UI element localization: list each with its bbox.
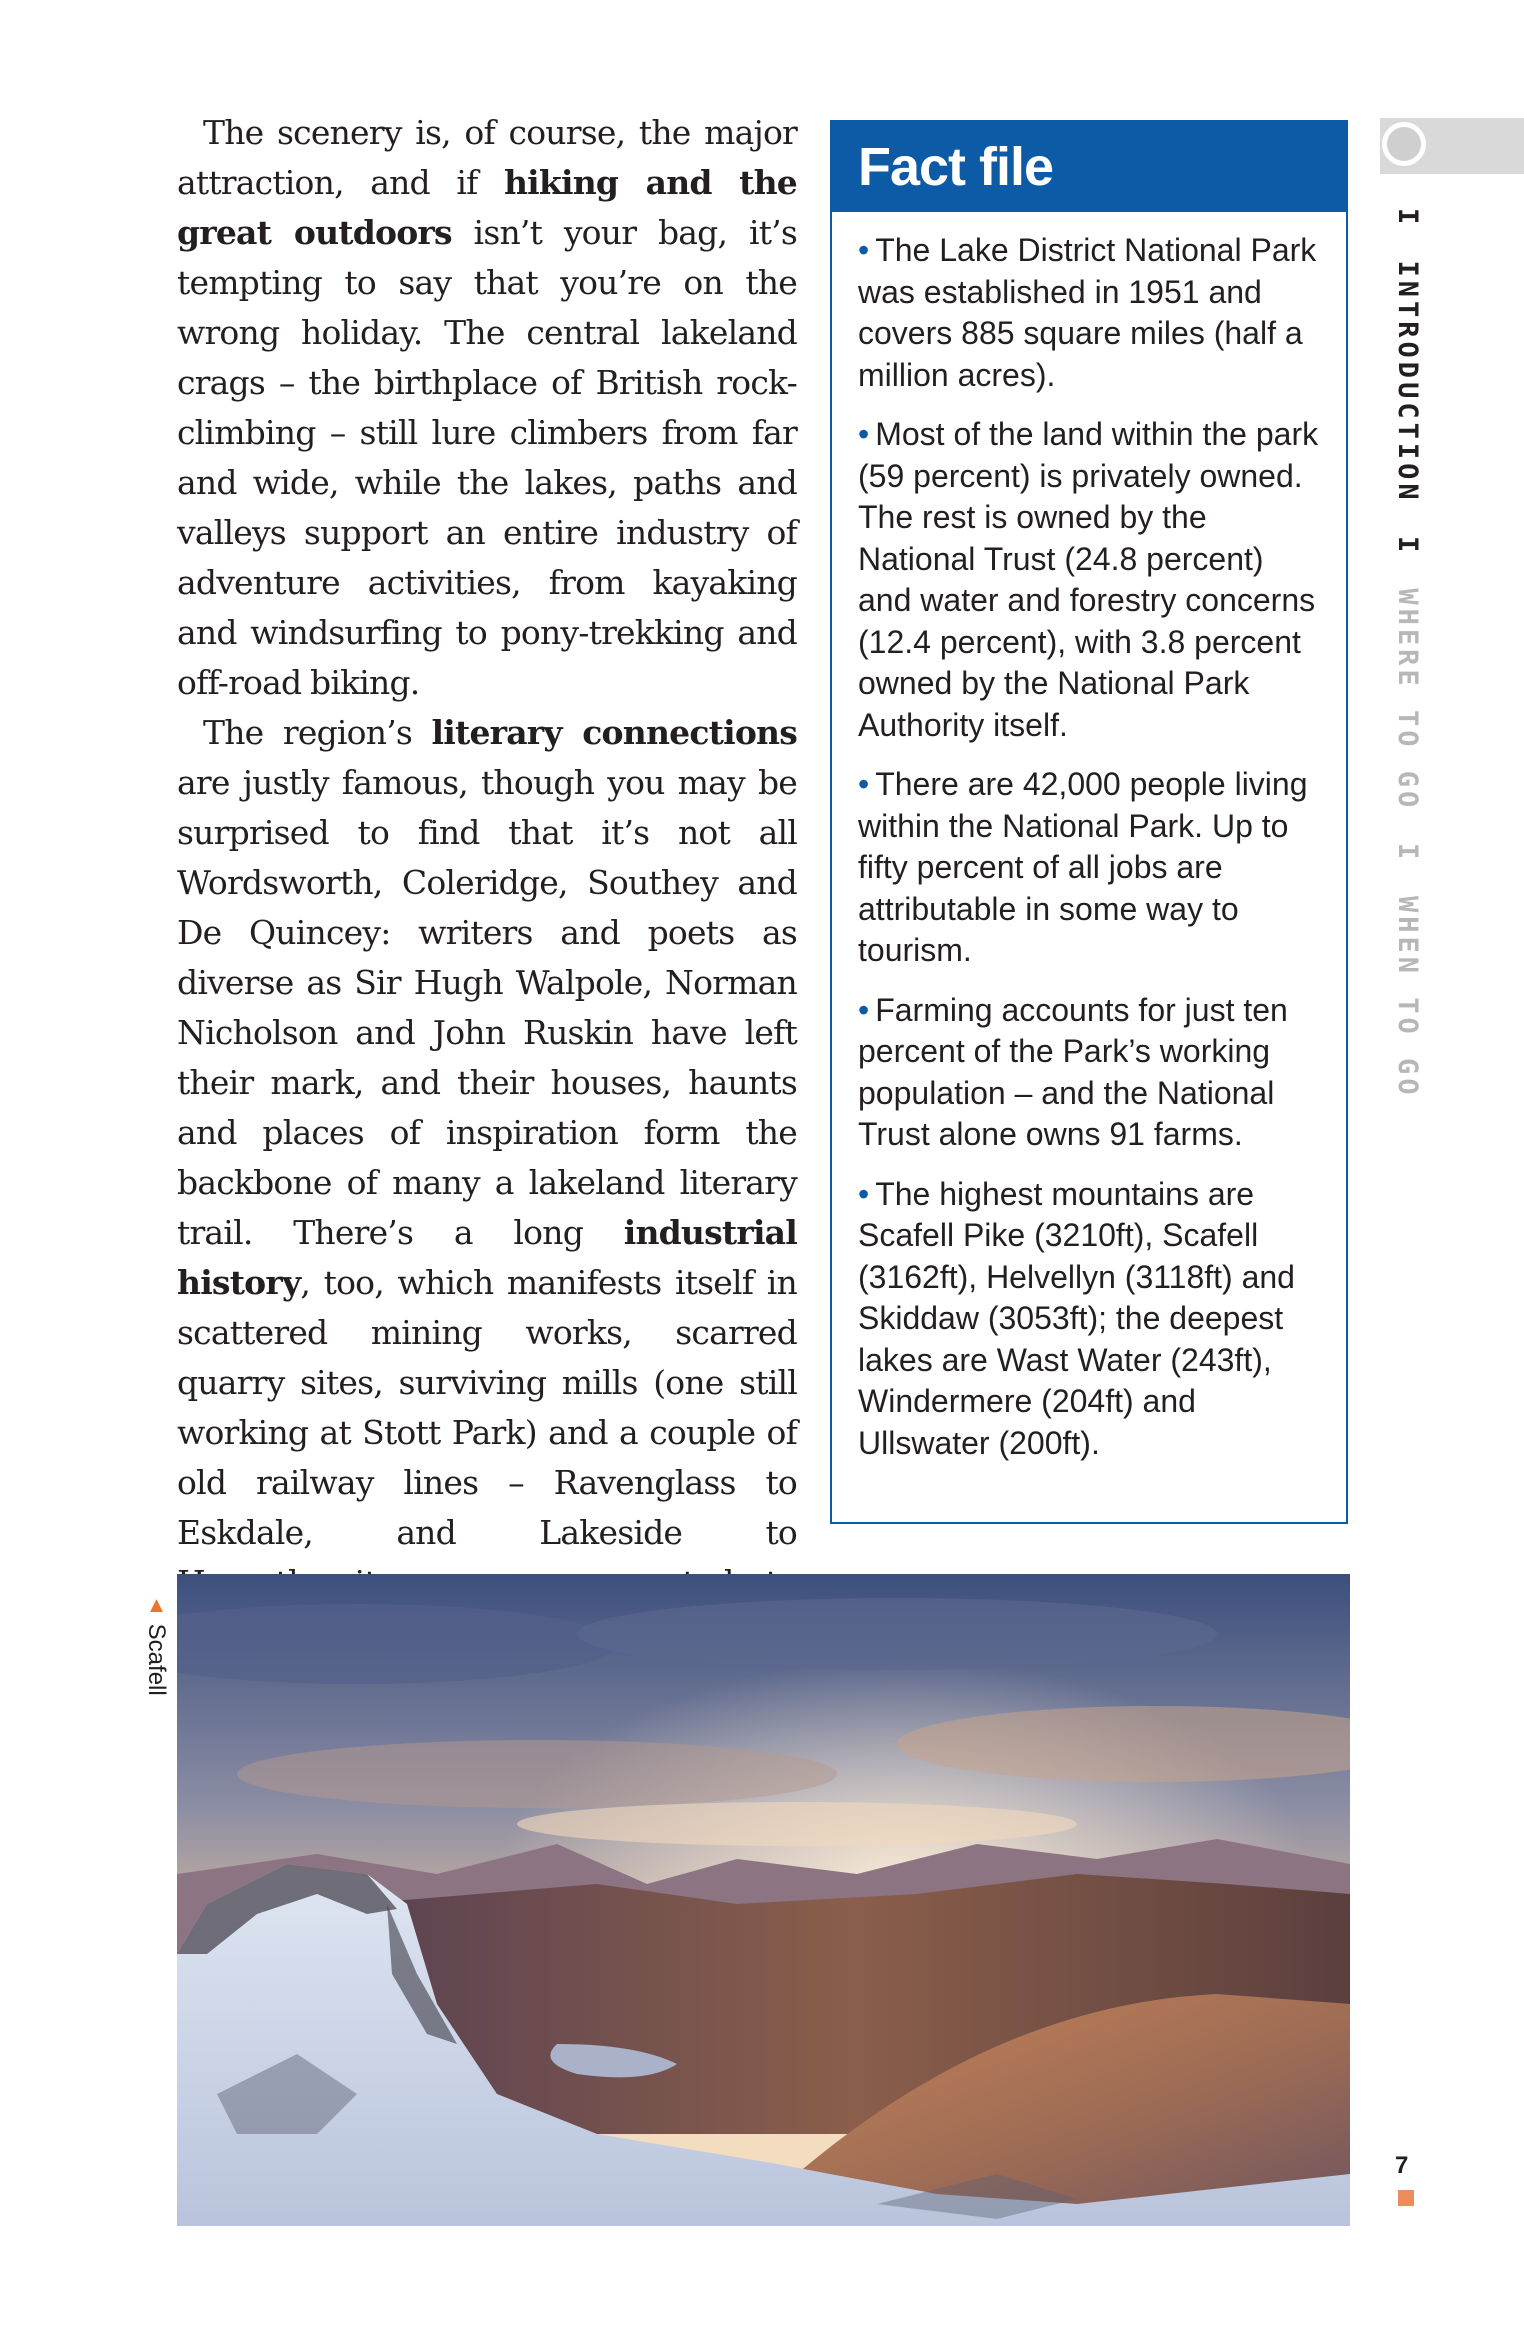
p1-text-before: The scenery is, of course, the major attraction, and if [177,113,797,202]
photo-caption [142,1592,170,1696]
bullet-icon: • [858,1175,870,1212]
fact-item [858,230,1324,396]
p1-text-after: isn’t your bag, it’s tempting to say that you’re on the wrong holiday. The central lakeland crags – the birthplace of British rock-climbing – still lure climbers from far and wide, while the lakes, paths and valleys support an entire industry of adventure activities, from kayaking and windsurfing to pony-trekking and off-road biking. [177,213,797,702]
fact-item-text: Most of the land within the park (59 percent) is privately owned. The rest is owned by the National Trust (24.8 percent) and water and forestry concerns (12.4 percent), with 3.8 percent owned by the National Park Authority itself. [858,416,1319,743]
nav-separator: I [1392,843,1423,864]
page-number: 7 [1395,2152,1409,2179]
p2-bold-industrial: industrial history [177,1213,797,1302]
nav-introduction: INTRODUCTION [1392,260,1423,504]
bullet-icon: • [858,416,870,452]
bullet-icon: • [858,991,870,1028]
caption-arrow-icon: ▲ [144,1592,169,1617]
page-marker [1398,2190,1414,2206]
section-nav-vertical [1392,196,1423,1099]
p2-text-2: are justly famous, though you may be surprised to find that it’s not all Wordsworth, Coleridge, Southey and De Quincey: writers and poets as diverse as Sir Hugh Walpole, Norman Nicholson and John Ruskin have left their mark, and their houses, haunts and places of inspiration form the backbone of many a lakeland literary trail. There’s a long [177,763,797,1252]
fact-item [858,414,1324,746]
fact-file-list [832,212,1346,1464]
fact-item [858,764,1324,972]
fact-item [858,990,1324,1156]
nav-separator: I [1392,535,1423,557]
fact-item [858,1174,1324,1465]
fact-item-text: The Lake District National Park was established in 1951 and covers 885 square miles (half a million acres). [858,232,1317,393]
nav-when-to-go: WHEN TO GO [1392,896,1423,1099]
fact-item-text: Farming accounts for just ten percent of the Park’s working population – and the National Trust alone owns 91 farms. [858,991,1288,1152]
nav-separator: I [1392,208,1423,229]
fact-file-box [830,120,1348,1524]
p2-bold-literary: literary connections [431,713,798,752]
p2-text-1: The region’s [203,713,432,752]
tab-circle-icon [1382,122,1426,166]
fact-item-text: There are 42,000 people living within the National Park. Up to fifty percent of all jobs are attributable in some way to tourism. [858,766,1308,968]
caption-text: Scafell [143,1623,170,1696]
p1-bold-hiking: hiking and the great outdoors [177,163,797,252]
main-text-column [177,108,797,1658]
bullet-icon: • [858,766,870,802]
paragraph-scenery [177,108,797,708]
nav-where-to-go: WHERE TO GO [1392,588,1423,812]
fact-file-title: Fact file [832,122,1346,212]
bullet-icon: • [858,232,870,268]
paragraph-literary [177,708,797,1658]
scafell-photo [177,1574,1350,2226]
p2-text-3: , too, which manifests itself in scattered mining works, scarred quarry sites, surviving mills (one still working at Stott Park) and a couple of old railway lines – Ravenglass to Eskdale, and Lakeside to [177,1263,797,1552]
fact-item-text: The highest mountains are Scafell Pike (3210ft), Scafell (3162ft), Helvellyn (3118ft) and Skiddaw (3053ft); the deepest lakes are Wast Water (243ft), Windermere (204ft) and Ullswater (200ft). [858,1175,1295,1461]
